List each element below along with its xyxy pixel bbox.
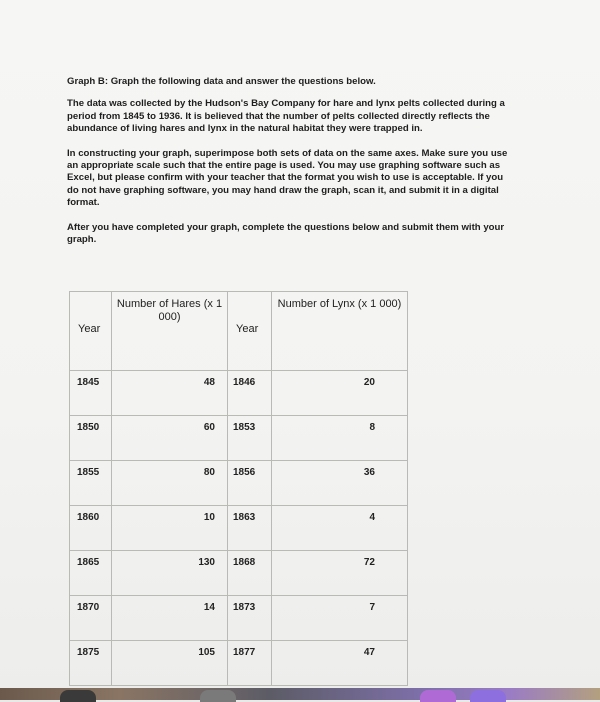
- cell-year-hares: 1870: [77, 602, 100, 613]
- cell-year-lynx: 1868: [233, 557, 256, 568]
- header-number-of-hares: Number of Hares (x 1 000): [112, 292, 228, 371]
- data-table: [69, 291, 408, 686]
- cell-lynx: 20: [363, 377, 375, 388]
- table-row: [70, 596, 408, 641]
- cell-year-lynx: 1873: [233, 602, 256, 613]
- cell-lynx: 7: [369, 602, 375, 613]
- dock-icon: [470, 690, 506, 702]
- dock-icon: [60, 690, 96, 702]
- header-year-hares: Year: [70, 292, 112, 371]
- cell-year-hares: 1875: [77, 647, 100, 658]
- table-row: [70, 461, 408, 506]
- table-row: [70, 641, 408, 686]
- cell-year-lynx: 1877: [233, 647, 256, 658]
- header-year-lynx: Year: [228, 292, 272, 371]
- cell-lynx: 47: [363, 647, 375, 658]
- paragraph-data-source: The data was collected by the Hudson's Bay Company for hare and lynx pelts collected during a period from 1845 to 1936. It is believed that the number of pelts collected directly reflects the abundance of living hares and lynx in the natural habitat they were trapped in.: [67, 98, 505, 135]
- instructions: [67, 76, 517, 258]
- cell-lynx: 4: [369, 512, 375, 523]
- cell-hares: 130: [198, 557, 215, 568]
- dock-icon: [200, 690, 236, 702]
- cell-year-lynx: 1853: [233, 422, 256, 433]
- cell-year-hares: 1865: [77, 557, 100, 568]
- cell-lynx: 72: [363, 557, 375, 568]
- cell-hares: 60: [203, 422, 215, 433]
- cell-hares: 14: [203, 602, 215, 613]
- table-row: [70, 506, 408, 551]
- cell-hares: 105: [198, 647, 215, 658]
- paragraph-graph-instructions: In constructing your graph, superimpose both sets of data on the same axes. Make sure you use an appropriate scale such that the entire page is used. You may use graphing software such as Excel, but please confirm with your teacher that the format you wish to use is acceptable. If you do not have graphing software, you may hand draw the graph, scan it, and submit it in a digital format.: [67, 147, 508, 209]
- cell-hares: 48: [203, 377, 215, 388]
- cell-year-lynx: 1856: [233, 467, 256, 478]
- graph-title: Graph B: Graph the following data and answer the questions below.: [67, 76, 376, 87]
- table-row: [70, 551, 408, 596]
- cell-year-hares: 1860: [77, 512, 100, 523]
- cell-year-lynx: 1863: [233, 512, 256, 523]
- table-row: [70, 371, 408, 416]
- cell-hares: 80: [203, 467, 215, 478]
- header-number-of-lynx: Number of Lynx (x 1 000): [272, 292, 408, 371]
- cell-lynx: 36: [363, 467, 375, 478]
- cell-year-lynx: 1846: [233, 377, 256, 388]
- table-row: [70, 416, 408, 461]
- cell-hares: 10: [203, 512, 215, 523]
- dock-icon: [420, 690, 456, 702]
- cell-year-hares: 1850: [77, 422, 100, 433]
- cell-lynx: 8: [369, 422, 375, 433]
- cell-year-hares: 1845: [77, 377, 100, 388]
- cell-year-hares: 1855: [77, 467, 100, 478]
- table-header-row: [70, 292, 408, 371]
- paragraph-submit-instructions: After you have completed your graph, complete the questions below and submit them with your graph.: [67, 221, 505, 246]
